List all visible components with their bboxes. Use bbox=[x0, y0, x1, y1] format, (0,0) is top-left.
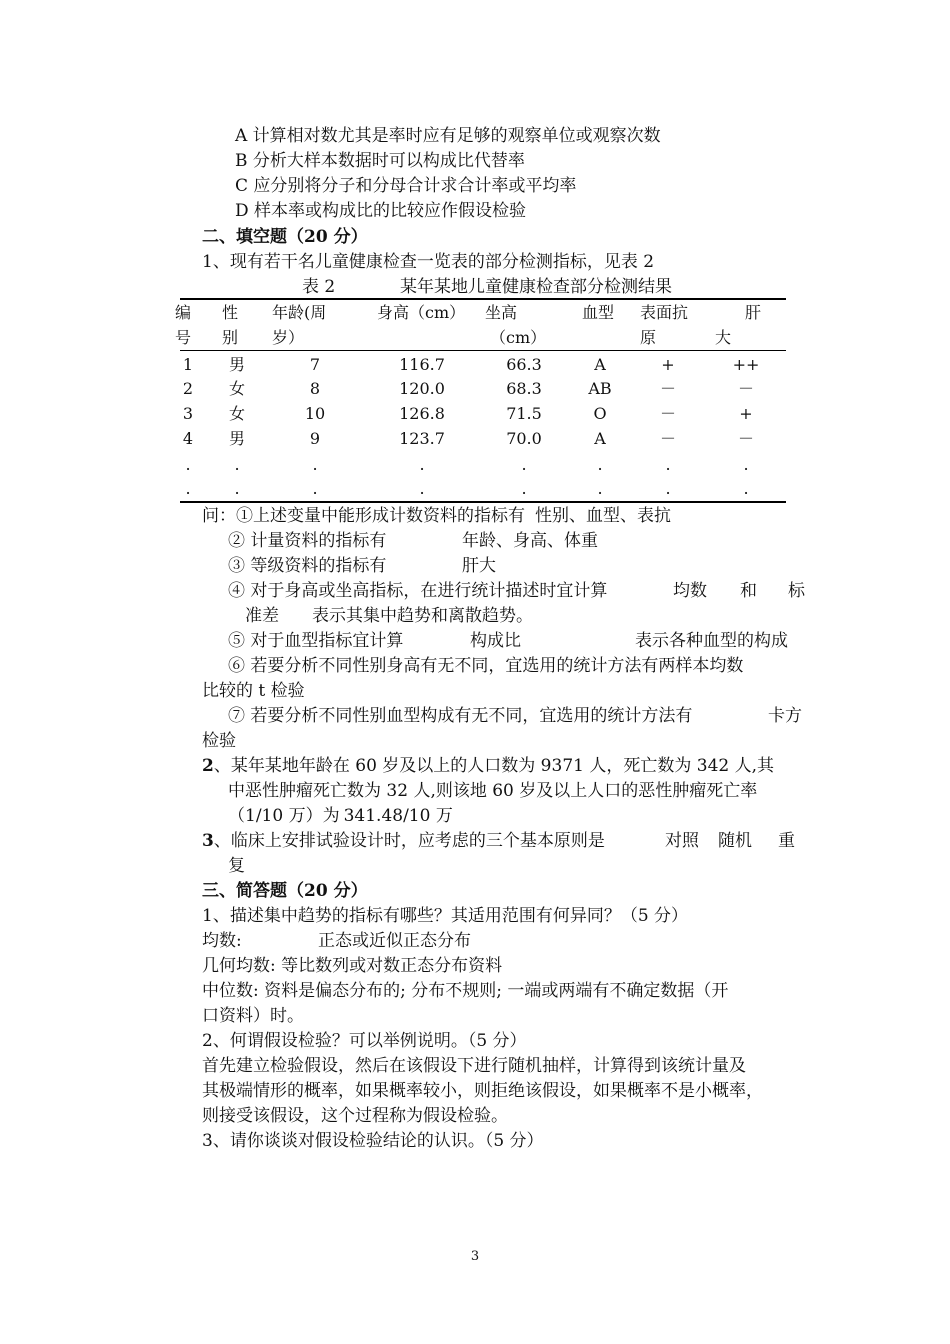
table-cell: . bbox=[743, 455, 749, 474]
q1-2-answer: 年龄、身高、体重 bbox=[462, 531, 598, 551]
table-cell: A bbox=[594, 355, 606, 374]
option-d: D 样本率或构成比的比较应作假设检验 bbox=[235, 201, 527, 221]
s3-a2-line1: 首先建立检验假设，然后在该假设下进行随机抽样，计算得到该统计量及 bbox=[202, 1056, 746, 1076]
table-cell: AB bbox=[588, 379, 612, 398]
s3-a1-mean-text: 正态或近似正态分布 bbox=[318, 931, 471, 951]
table-cell: . bbox=[597, 455, 603, 474]
header-cell: 年龄(周 bbox=[272, 303, 327, 322]
s3-a1-geomean: 几何均数: 等比数列或对数正态分布资料 bbox=[202, 956, 503, 976]
q1-4-and: 和 bbox=[740, 581, 757, 601]
table-cell: 9 bbox=[309, 429, 321, 448]
header-cell: 别 bbox=[222, 328, 239, 347]
q1-4-answer-b1: 标 bbox=[788, 581, 805, 601]
q1-5-prefix: ⑤ 对于血型指标宜计算 bbox=[228, 631, 404, 651]
q1-4-prefix: ④ 对于身高或坐高指标，在进行统计描述时宜计算 bbox=[228, 581, 608, 601]
table-cell: . bbox=[521, 455, 527, 474]
option-c: C 应分别将分子和分母合计求合计率或平均率 bbox=[235, 176, 577, 196]
table-cell: . bbox=[234, 479, 240, 498]
table-cell: A bbox=[594, 429, 606, 448]
table-cell: 123.7 bbox=[399, 429, 445, 448]
q2-number: 2 bbox=[202, 756, 214, 776]
table-caption-label: 表 2 bbox=[302, 277, 336, 297]
table-cell: . bbox=[419, 455, 425, 474]
table-cell: 71.5 bbox=[506, 404, 542, 423]
s3-q1: 1、描述集中趋势的指标有哪些？其适用范围有何异同？（5 分） bbox=[202, 906, 689, 926]
table-cell: － bbox=[659, 404, 676, 423]
table-cell: 男 bbox=[228, 429, 245, 448]
table-cell: 10 bbox=[304, 404, 326, 423]
table-cell: . bbox=[743, 479, 749, 498]
table-cell: 8 bbox=[309, 379, 321, 398]
table-cell: ++ bbox=[732, 355, 760, 374]
table-top-rule bbox=[180, 298, 786, 300]
q1-5-answer: 构成比 bbox=[470, 631, 521, 651]
table-cell: . bbox=[312, 479, 318, 498]
table-cell: + bbox=[661, 355, 675, 374]
table-cell: . bbox=[521, 479, 527, 498]
table-cell: 3 bbox=[182, 404, 194, 423]
table-cell: － bbox=[659, 429, 676, 448]
s3-q2: 2、何谓假设检验？可以举例说明。（5 分） bbox=[202, 1031, 527, 1051]
header-cell: 大 bbox=[715, 328, 732, 347]
header-cell: 性 bbox=[222, 303, 239, 322]
header-cell: 原 bbox=[640, 328, 657, 347]
q1-3-prefix: ③ 等级资料的指标有 bbox=[228, 556, 387, 576]
q1-6-line2: 比较的 t 检验 bbox=[202, 681, 305, 701]
q3-text: 、临床上安排试验设计时，应考虑的三个基本原则是 bbox=[213, 831, 605, 851]
q3-answer2: 随机 bbox=[718, 831, 752, 851]
header-cell: 表面抗 bbox=[640, 303, 689, 322]
section3-title: 三、简答题（20 分） bbox=[202, 881, 368, 901]
table-cell: . bbox=[185, 455, 191, 474]
option-b: B 分析大样本数据时可以构成比代替率 bbox=[235, 151, 525, 171]
table-cell: . bbox=[312, 455, 318, 474]
table-cell: － bbox=[737, 429, 754, 448]
q2-line3-prefix: （1/10 万）为 bbox=[228, 806, 340, 826]
q1-2-prefix: ② 计量资料的指标有 bbox=[228, 531, 387, 551]
table-cell: O bbox=[593, 404, 607, 423]
q3-line1 bbox=[202, 830, 605, 852]
q2-line3 bbox=[228, 805, 453, 827]
table-cell: . bbox=[665, 455, 671, 474]
s3-a1-median-line1: 中位数: 资料是偏态分布的; 分布不规则; 一端或两端有不确定数据（开 bbox=[202, 981, 729, 1001]
q1-7-answer1: 卡方 bbox=[768, 706, 802, 726]
table-cell: 120.0 bbox=[399, 379, 445, 398]
table-cell: － bbox=[737, 379, 754, 398]
q2-answer: 341.48/10 万 bbox=[343, 806, 453, 826]
table-cell: 116.7 bbox=[399, 355, 445, 374]
table-cell: 男 bbox=[228, 355, 245, 374]
table-cell: . bbox=[185, 479, 191, 498]
q1-7-prefix: ⑦ 若要分析不同性别血型构成有无不同，宜选用的统计方法有 bbox=[228, 706, 693, 726]
q3-answer4: 复 bbox=[228, 856, 245, 876]
q3-answer3: 重 bbox=[778, 831, 795, 851]
section2-title: 二、填空题（20 分） bbox=[202, 227, 368, 247]
header-cell: 坐高 bbox=[485, 303, 518, 322]
header-cell: 编 bbox=[175, 303, 192, 322]
q2-line1 bbox=[202, 755, 774, 777]
table-cell: 2 bbox=[182, 379, 194, 398]
table-cell: 1 bbox=[182, 355, 194, 374]
table-cell: 68.3 bbox=[506, 379, 542, 398]
q1-5-suffix: 表示各种血型的构成 bbox=[635, 631, 788, 651]
q3-number: 3 bbox=[202, 831, 214, 851]
s3-a2-line3: 则接受该假设，这个过程称为假设检验。 bbox=[202, 1106, 508, 1126]
header-cell: 岁） bbox=[272, 328, 305, 347]
table-bottom-rule bbox=[180, 501, 786, 503]
q1-1-answer: 性别、血型、表抗 bbox=[535, 506, 671, 526]
q1-6-line1: ⑥ 若要分析不同性别身高有无不同，宜选用的统计方法有两样本均数 bbox=[228, 656, 744, 676]
q1-3-answer: 肝大 bbox=[462, 556, 496, 576]
q1-1-prefix: 问：①上述变量中能形成计数资料的指标有 bbox=[202, 506, 525, 526]
table-cell: + bbox=[739, 404, 753, 423]
q2-text: 、某年某地年龄在 60 岁及以上的人口数为 9371 人，死亡数为 342 人,其 bbox=[213, 756, 775, 776]
header-cell: 身高（cm） bbox=[377, 303, 466, 322]
table-cell: 70.0 bbox=[506, 429, 542, 448]
q1-7-answer2: 检验 bbox=[202, 731, 236, 751]
q1-4-answer-b2: 准差 bbox=[245, 606, 279, 626]
q1-1 bbox=[202, 505, 671, 527]
q3-answer1: 对照 bbox=[665, 831, 699, 851]
table-cell: 4 bbox=[182, 429, 194, 448]
table-cell: － bbox=[659, 379, 676, 398]
table-cell: . bbox=[665, 479, 671, 498]
q1-4-suffix: 表示其集中趋势和离散趋势。 bbox=[312, 606, 533, 626]
q1-4-answer-a: 均数 bbox=[673, 581, 707, 601]
s3-a2-line2: 其极端情形的概率，如果概率较小，则拒绝该假设，如果概率不是小概率， bbox=[202, 1081, 763, 1101]
table-cell: 7 bbox=[309, 355, 321, 374]
s3-a1-mean-label: 均数: bbox=[202, 931, 242, 951]
table-cell: . bbox=[597, 479, 603, 498]
q2-line2: 中恶性肿瘤死亡数为 32 人,则该地 60 岁及以上人口的恶性肿瘤死亡率 bbox=[228, 781, 758, 801]
table-cell: 女 bbox=[228, 404, 245, 423]
table-cell: . bbox=[234, 455, 240, 474]
table-header-rule bbox=[180, 350, 786, 351]
option-a: A 计算相对数尤其是率时应有足够的观察单位或观察次数 bbox=[235, 126, 661, 146]
s3-q3: 3、请你谈谈对假设检验结论的认识。（5 分） bbox=[202, 1131, 544, 1151]
table-cell: 66.3 bbox=[506, 355, 542, 374]
header-cell: （cm） bbox=[490, 328, 547, 347]
q1-text: 1、现有若干名儿童健康检查一览表的部分检测指标，见表 2 bbox=[202, 252, 655, 272]
header-cell: 血型 bbox=[582, 303, 615, 322]
page-number: 3 bbox=[470, 1249, 480, 1264]
header-cell: 肝 bbox=[745, 303, 762, 322]
table-cell: 女 bbox=[228, 379, 245, 398]
table-caption-title: 某年某地儿童健康检查部分检测结果 bbox=[400, 277, 672, 297]
table-cell: . bbox=[419, 479, 425, 498]
table-cell: 126.8 bbox=[399, 404, 445, 423]
s3-a1-median-line2: 口资料）时。 bbox=[202, 1006, 304, 1026]
header-cell: 号 bbox=[175, 328, 192, 347]
